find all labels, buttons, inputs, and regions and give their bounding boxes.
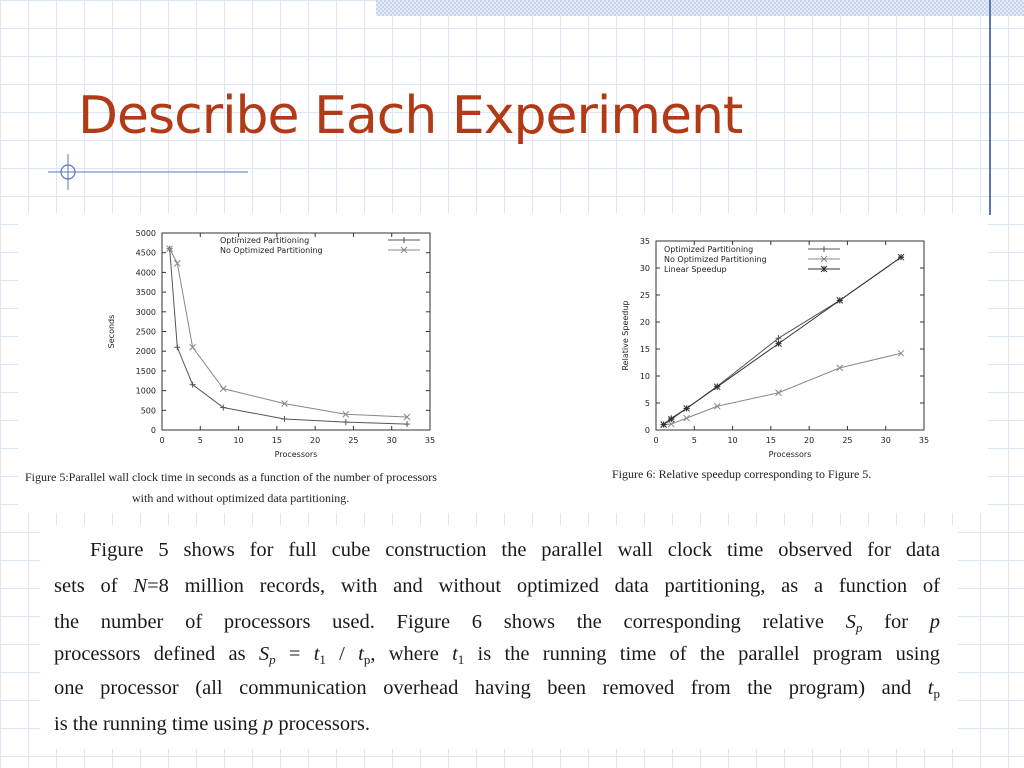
symbol-s: S: [845, 611, 856, 633]
x-tick-label: 0: [653, 436, 659, 445]
data-point: [714, 384, 720, 390]
x-tick-label: 25: [348, 436, 359, 445]
data-point: [661, 422, 667, 428]
figure-5-caption-line1: Figure 5:Parallel wall clock time in seconds as a function of the number of processors: [25, 470, 437, 484]
y-tick-label: 10: [639, 372, 650, 381]
series-line: [664, 257, 901, 424]
legend-label: Optimized Partitioning: [220, 236, 310, 245]
description-paragraph: [40, 525, 958, 749]
slide-title: Describe Each Experiment: [78, 86, 743, 146]
y-tick-label: 3500: [135, 288, 156, 298]
y-axis-label: Relative Speedup: [621, 300, 630, 371]
y-axis-label: Seconds: [107, 314, 116, 349]
text-span: one processor (all communication overhead having been removed from the program) and: [54, 677, 928, 699]
symbol-sub: 1: [319, 652, 326, 667]
x-tick-label: 25: [842, 436, 853, 445]
y-tick-label: 1000: [135, 386, 156, 396]
x-tick-label: 15: [271, 436, 282, 445]
symbol-sub: 1: [457, 652, 465, 667]
symbol-t: t: [452, 643, 458, 665]
x-tick-label: 0: [159, 436, 165, 445]
data-point: [837, 297, 843, 303]
y-tick-label: 30: [639, 264, 650, 273]
text-span: for: [862, 611, 930, 633]
vertical-rule: [989, 0, 991, 215]
legend-marker: [821, 266, 827, 272]
y-tick-label: 0: [644, 426, 650, 435]
data-point: [668, 416, 674, 422]
y-tick-label: 5000: [135, 229, 156, 238]
y-tick-label: 2500: [135, 327, 156, 337]
y-tick-label: 4000: [135, 268, 156, 278]
data-point: [282, 416, 288, 422]
paragraph-line-5: [54, 677, 940, 703]
text-span: sets of: [54, 575, 134, 597]
y-tick-label: 20: [639, 318, 650, 327]
legend-label: Optimized Partitioning: [664, 245, 754, 254]
legend-marker: [821, 246, 827, 252]
figure-6-caption: Figure 6: Relative speedup corresponding to Figure 5.: [612, 467, 872, 481]
symbol-sub: p: [269, 652, 276, 667]
x-tick-label: 30: [880, 436, 891, 445]
y-tick-label: 0: [150, 426, 156, 435]
x-tick-label: 20: [310, 436, 321, 445]
text-span: =8 million records, with and without optimized data partitioning, as a function of: [147, 575, 940, 597]
text-span: processors.: [273, 713, 371, 735]
text-span: processors defined as: [54, 643, 259, 665]
data-point: [174, 344, 180, 350]
data-point: [898, 254, 904, 260]
text-span: is the running time of the parallel program using: [464, 643, 940, 665]
legend-label: No Optimized Partitioning: [664, 255, 767, 264]
text-span: the number of processors used. Figure 6 shows the corresponding relative: [54, 611, 846, 633]
symbol-n: N: [133, 575, 148, 597]
x-tick-label: 35: [918, 436, 930, 445]
figure-5-caption-line2: with and without optimized data partitioning.: [132, 491, 350, 505]
y-tick-label: 3000: [135, 307, 156, 317]
crosshair-decor-icon: [44, 150, 248, 190]
symbol-t: t: [358, 643, 364, 665]
legend-label: Linear Speedup: [664, 265, 727, 274]
data-point: [776, 341, 782, 347]
y-tick-label: 4500: [135, 248, 156, 258]
y-tick-label: 35: [639, 237, 650, 246]
y-tick-label: 5: [644, 399, 650, 408]
series-line: [664, 353, 901, 424]
symbol-t: t: [313, 643, 320, 665]
x-tick-label: 10: [727, 436, 738, 445]
y-tick-label: 2000: [135, 347, 156, 357]
symbol-t: t: [927, 677, 934, 699]
symbol-p: p: [262, 713, 274, 735]
symbol-sub: p: [855, 620, 863, 635]
x-tick-label: 15: [765, 436, 776, 445]
paragraph-line-4: [54, 643, 940, 669]
legend-label: No Optimized Partitioning: [220, 246, 323, 255]
text-span: /: [325, 643, 359, 665]
text-span: , where: [370, 643, 453, 665]
paragraph-line-2: [54, 575, 940, 601]
y-tick-label: 25: [639, 291, 650, 300]
symbol-sub: p: [363, 652, 371, 667]
symbol-s: S: [258, 643, 270, 665]
data-point: [404, 421, 410, 427]
x-axis-label: Processors: [768, 450, 812, 459]
figures-panel: [18, 213, 988, 513]
symbol-sub: p: [933, 686, 940, 701]
x-tick-label: 30: [386, 436, 397, 445]
legend-marker: [401, 237, 407, 243]
series-line: [170, 249, 407, 417]
x-tick-label: 20: [804, 436, 815, 445]
paragraph-line-1: [90, 539, 940, 565]
x-axis-label: Processors: [274, 450, 318, 459]
text-span: is the running time using: [54, 713, 263, 735]
symbol-p: p: [929, 611, 940, 633]
data-point: [684, 415, 690, 421]
text-span: Figure 5 shows for full cube construction the parallel wall clock time observed for data: [90, 539, 940, 561]
x-tick-label: 5: [691, 436, 697, 445]
y-tick-label: 15: [639, 345, 650, 354]
header-decor-band: [376, 0, 1024, 16]
x-tick-label: 5: [197, 436, 203, 445]
paragraph-line-6: [54, 713, 940, 736]
y-tick-label: 500: [140, 406, 156, 416]
data-point: [343, 419, 349, 425]
x-tick-label: 35: [424, 436, 436, 445]
figure-5-chart: [18, 213, 458, 463]
paragraph-line-3: [54, 611, 940, 637]
x-tick-label: 10: [233, 436, 244, 445]
text-span: =: [275, 643, 314, 665]
y-tick-label: 1500: [135, 366, 156, 376]
figure-6-chart: [598, 213, 928, 463]
series-line: [170, 249, 407, 424]
plot-frame: [162, 233, 430, 430]
data-point: [684, 405, 690, 411]
